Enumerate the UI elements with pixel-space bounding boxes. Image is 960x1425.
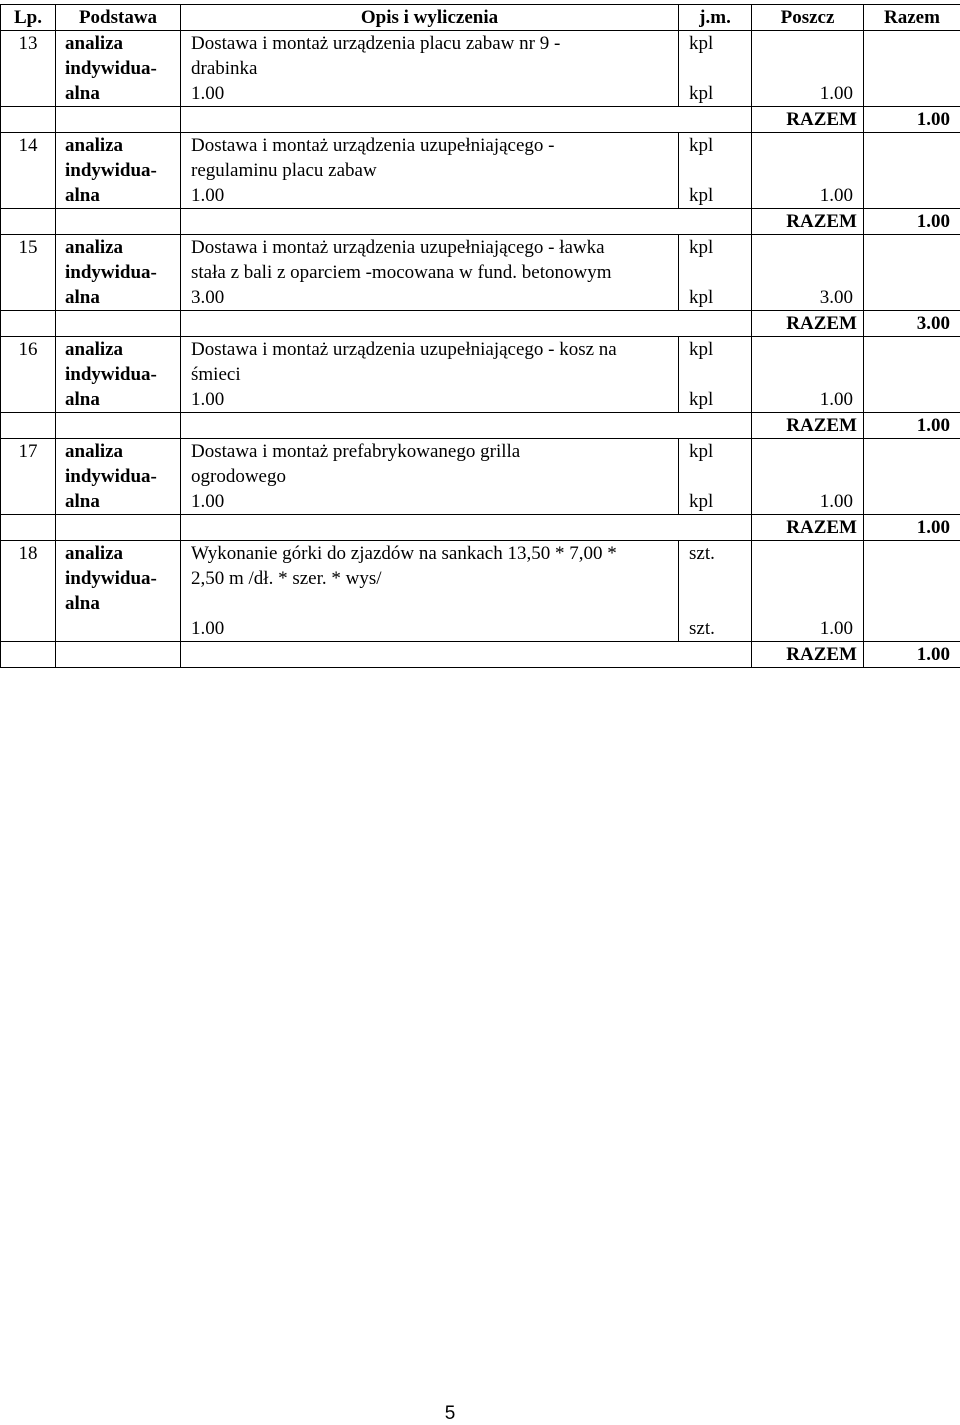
item-calculation-unit: kpl — [689, 287, 714, 308]
item-subtotal-value: 1.00 — [819, 389, 853, 410]
item-basis-line: indywidua- — [65, 58, 157, 79]
item-unit-value: kpl — [689, 237, 714, 258]
empty-cell — [1, 107, 56, 133]
item-calculation-unit: szt. — [689, 618, 715, 639]
item-unit-value: szt. — [689, 543, 715, 564]
item-basis-line: alna — [65, 287, 100, 308]
item-unit-value: kpl — [689, 33, 714, 54]
item-subtotal — [752, 541, 864, 642]
spacer — [191, 591, 678, 616]
item-basis-line: analiza — [65, 237, 124, 258]
table-body — [1, 31, 960, 668]
header-podstawa: Podstawa — [56, 5, 181, 31]
spacer — [752, 439, 853, 489]
item-total-cell — [864, 541, 960, 642]
item-description — [181, 439, 679, 515]
item-calculation-value: 1.00 — [191, 389, 225, 410]
empty-cell — [181, 515, 752, 541]
item-basis-line: indywidua- — [65, 364, 157, 385]
item-basis-line: alna — [65, 83, 100, 104]
empty-cell — [1, 642, 56, 668]
item-description-line: Dostawa i montaż urządzenia placu zabaw nr 9 - — [191, 33, 561, 54]
spacer — [689, 260, 751, 285]
cost-estimate-table — [0, 4, 960, 668]
spacer — [689, 362, 751, 387]
empty-cell — [181, 107, 752, 133]
table-row — [1, 541, 960, 642]
item-basis — [56, 337, 181, 413]
empty-cell — [56, 515, 181, 541]
item-subtotal — [752, 31, 864, 107]
total-label: RAZEM — [752, 642, 864, 668]
total-value: 3.00 — [864, 311, 960, 337]
total-row — [1, 107, 960, 133]
spacer — [689, 56, 751, 81]
item-calculation-unit: kpl — [689, 389, 714, 410]
item-description-line: Dostawa i montaż urządzenia uzupełniającego - ławka — [191, 237, 605, 258]
spacer — [689, 566, 751, 616]
total-value: 1.00 — [864, 515, 960, 541]
total-value: 1.00 — [864, 642, 960, 668]
item-number: 18 — [1, 541, 56, 642]
item-basis — [56, 235, 181, 311]
spacer — [752, 541, 853, 616]
spacer — [752, 31, 853, 81]
item-description-line: drabinka — [191, 58, 258, 79]
item-description-line: 2,50 m /dł. * szer. * wys/ — [191, 568, 382, 589]
total-value: 1.00 — [864, 413, 960, 439]
item-unit — [679, 439, 752, 515]
item-description-line: śmieci — [191, 364, 241, 385]
item-subtotal-value: 1.00 — [819, 618, 853, 639]
item-subtotal — [752, 235, 864, 311]
item-basis — [56, 133, 181, 209]
total-row — [1, 642, 960, 668]
item-number: 17 — [1, 439, 56, 515]
empty-cell — [1, 311, 56, 337]
header-jm: j.m. — [679, 5, 752, 31]
total-value: 1.00 — [864, 107, 960, 133]
empty-cell — [56, 413, 181, 439]
item-description-line: ogrodowego — [191, 466, 286, 487]
item-subtotal-value: 1.00 — [819, 491, 853, 512]
empty-cell — [56, 311, 181, 337]
item-subtotal — [752, 337, 864, 413]
item-unit-value: kpl — [689, 441, 714, 462]
item-description — [181, 31, 679, 107]
item-basis-line: analiza — [65, 543, 124, 564]
item-total-cell — [864, 235, 960, 311]
item-number: 13 — [1, 31, 56, 107]
item-basis-line: analiza — [65, 135, 124, 156]
item-basis — [56, 541, 181, 642]
item-basis-line: indywidua- — [65, 568, 157, 589]
spacer — [752, 133, 853, 183]
table-row — [1, 235, 960, 311]
item-calculation-value: 1.00 — [191, 185, 225, 206]
spacer — [689, 464, 751, 489]
item-subtotal-value: 3.00 — [819, 287, 853, 308]
item-description-line: Dostawa i montaż prefabrykowanego grilla — [191, 441, 521, 462]
total-label: RAZEM — [752, 311, 864, 337]
item-basis-line: alna — [65, 389, 100, 410]
total-label: RAZEM — [752, 515, 864, 541]
item-basis — [56, 439, 181, 515]
item-basis-line: indywidua- — [65, 466, 157, 487]
item-description-line: Dostawa i montaż urządzenia uzupełniającego - — [191, 135, 555, 156]
header-razem: Razem — [864, 5, 960, 31]
table-row — [1, 31, 960, 107]
item-subtotal-value: 1.00 — [819, 83, 853, 104]
total-row — [1, 515, 960, 541]
item-unit — [679, 541, 752, 642]
total-row — [1, 209, 960, 235]
item-calculation-value: 1.00 — [191, 491, 225, 512]
empty-cell — [56, 209, 181, 235]
item-number: 14 — [1, 133, 56, 209]
item-basis-line: analiza — [65, 441, 124, 462]
item-number: 16 — [1, 337, 56, 413]
empty-cell — [181, 413, 752, 439]
item-calculation-value: 3.00 — [191, 287, 225, 308]
empty-cell — [181, 642, 752, 668]
item-description-line: Wykonanie górki do zjazdów na sankach 13,50 * 7,00 * — [191, 543, 617, 564]
total-value: 1.00 — [864, 209, 960, 235]
page-number: 5 — [444, 1403, 456, 1424]
item-basis-line: alna — [65, 491, 100, 512]
item-calculation-value: 1.00 — [191, 618, 225, 639]
spacer — [752, 235, 853, 285]
item-calculation-value: 1.00 — [191, 83, 225, 104]
item-basis-line: indywidua- — [65, 262, 157, 283]
item-basis-line: analiza — [65, 339, 124, 360]
item-basis-line: indywidua- — [65, 160, 157, 181]
item-number: 15 — [1, 235, 56, 311]
item-total-cell — [864, 337, 960, 413]
item-description — [181, 541, 679, 642]
item-subtotal — [752, 439, 864, 515]
item-calculation-unit: kpl — [689, 491, 714, 512]
item-unit — [679, 31, 752, 107]
item-unit — [679, 235, 752, 311]
total-label: RAZEM — [752, 209, 864, 235]
item-basis-line: alna — [65, 185, 100, 206]
header-row — [1, 5, 960, 31]
item-subtotal — [752, 133, 864, 209]
item-unit — [679, 133, 752, 209]
item-total-cell — [864, 133, 960, 209]
item-description-line: stała z bali z oparciem -mocowana w fund. betonowym — [191, 262, 612, 283]
empty-cell — [181, 209, 752, 235]
item-basis-line: analiza — [65, 33, 124, 54]
empty-cell — [1, 413, 56, 439]
empty-cell — [1, 515, 56, 541]
empty-cell — [181, 311, 752, 337]
table-row — [1, 439, 960, 515]
header-lp: Lp. — [1, 5, 56, 31]
table-row — [1, 337, 960, 413]
item-calculation-unit: kpl — [689, 185, 714, 206]
item-unit — [679, 337, 752, 413]
item-calculation-unit: kpl — [689, 83, 714, 104]
empty-cell — [1, 209, 56, 235]
item-unit-value: kpl — [689, 339, 714, 360]
table-row — [1, 133, 960, 209]
total-label: RAZEM — [752, 107, 864, 133]
total-row — [1, 413, 960, 439]
header-poszcz: Poszcz — [752, 5, 864, 31]
item-basis-line: alna — [65, 593, 100, 614]
item-description — [181, 133, 679, 209]
item-total-cell — [864, 31, 960, 107]
item-description — [181, 235, 679, 311]
total-label: RAZEM — [752, 413, 864, 439]
item-description-line: Dostawa i montaż urządzenia uzupełniającego - kosz na — [191, 339, 617, 360]
total-row — [1, 311, 960, 337]
empty-cell — [56, 642, 181, 668]
header-opis: Opis i wyliczenia — [181, 5, 679, 31]
item-description-line: regulaminu placu zabaw — [191, 160, 377, 181]
spacer — [752, 337, 853, 387]
item-total-cell — [864, 439, 960, 515]
spacer — [689, 158, 751, 183]
item-unit-value: kpl — [689, 135, 714, 156]
empty-cell — [56, 107, 181, 133]
item-description — [181, 337, 679, 413]
item-subtotal-value: 1.00 — [819, 185, 853, 206]
item-basis — [56, 31, 181, 107]
